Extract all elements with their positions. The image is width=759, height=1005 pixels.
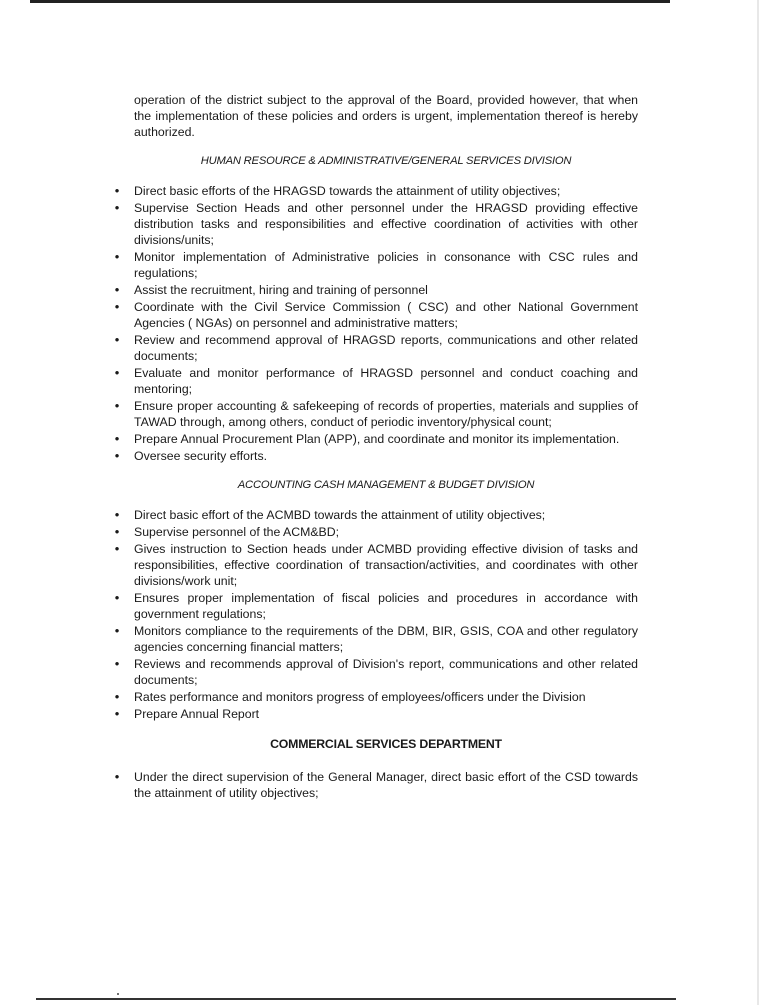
bullet-icon: • xyxy=(114,769,120,784)
list-item xyxy=(114,706,638,722)
bullet-icon: • xyxy=(114,299,120,314)
list-item xyxy=(114,299,638,331)
list-item-text: Direct basic efforts of the HRAGSD towards the attainment of utility objectives; xyxy=(134,184,561,198)
list-item xyxy=(114,183,638,199)
list-item-text: Coordinate with the Civil Service Commission ( CSC) and other National Government Agencies ( NGAs) on personnel and administrative matters; xyxy=(134,300,638,330)
section-heading-csd: COMMERCIAL SERVICES DEPARTMENT xyxy=(270,737,502,751)
acmbd-duties-list xyxy=(114,507,638,722)
list-item-text: Reviews and recommends approval of Division's report, communications and other related documents; xyxy=(134,657,638,687)
bullet-icon: • xyxy=(114,524,120,539)
list-item xyxy=(114,689,638,705)
bullet-icon: • xyxy=(114,398,120,413)
csd-duties-list xyxy=(114,769,638,801)
list-item xyxy=(114,524,638,540)
bullet-icon: • xyxy=(114,365,120,380)
intro-paragraph: operation of the district subject to the approval of the Board, provided however, that when the implementation of these policies and orders is urgent, implementation thereof is hereby authorized. xyxy=(134,93,638,139)
list-item xyxy=(114,448,638,464)
list-item xyxy=(114,656,638,688)
list-item xyxy=(114,541,638,589)
bullet-icon: • xyxy=(114,249,120,264)
list-item xyxy=(114,332,638,364)
bullet-icon: • xyxy=(114,507,120,522)
bottom-edge-rule xyxy=(36,998,676,1000)
list-item-text: Rates performance and monitors progress of employees/officers under the Division xyxy=(134,690,586,704)
list-item xyxy=(114,249,638,281)
bullet-icon: • xyxy=(114,282,120,297)
list-item-text: Gives instruction to Section heads under ACMBD providing effective division of tasks and responsibilities, effective coordination of transaction/activities, and coordinates with other divisions/work unit; xyxy=(134,542,638,588)
list-item xyxy=(114,623,638,655)
list-item-text: Prepare Annual Report xyxy=(134,707,260,721)
list-item-text: Under the direct supervision of the General Manager, direct basic effort of the CSD towards the attainment of utility objectives; xyxy=(134,770,638,800)
page-content xyxy=(114,92,638,802)
scan-speck xyxy=(117,993,119,995)
list-item xyxy=(114,507,638,523)
list-item-text: Supervise personnel of the ACM&BD; xyxy=(134,525,340,539)
list-item-text: Ensure proper accounting & safekeeping of records of properties, materials and supplies of TAWAD through, among others, conduct of periodic inventory/physical count; xyxy=(134,399,638,429)
section-heading-hragsd: HUMAN RESOURCE & ADMINISTRATIVE/GENERAL SERVICES DIVISION xyxy=(200,155,572,167)
bullet-icon: • xyxy=(114,590,120,605)
bullet-icon: • xyxy=(114,706,120,721)
bullet-icon: • xyxy=(114,183,120,198)
list-item-text: Review and recommend approval of HRAGSD reports, communications and other related documents; xyxy=(134,333,638,363)
bullet-icon: • xyxy=(114,689,120,704)
list-item-text: Oversee security efforts. xyxy=(134,449,268,463)
bullet-icon: • xyxy=(114,200,120,215)
list-item-text: Supervise Section Heads and other personnel under the HRAGSD providing effective distribution tasks and responsibilities and effective coordination of activities with other divisions/units; xyxy=(134,201,638,247)
list-item xyxy=(114,398,638,430)
list-item-text: Evaluate and monitor performance of HRAGSD personnel and conduct coaching and mentoring; xyxy=(134,366,638,396)
bullet-icon: • xyxy=(114,541,120,556)
list-item-text: Monitors compliance to the requirements of the DBM, BIR, GSIS, COA and other regulatory agencies concerning financial matters; xyxy=(134,624,638,654)
list-item xyxy=(114,200,638,248)
bullet-icon: • xyxy=(114,332,120,347)
list-item xyxy=(114,590,638,622)
bullet-icon: • xyxy=(114,431,120,446)
list-item xyxy=(114,365,638,397)
bullet-icon: • xyxy=(114,656,120,671)
list-item xyxy=(114,769,638,801)
section-heading-acmbd: ACCOUNTING CASH MANAGEMENT & BUDGET DIVISION xyxy=(237,479,535,491)
list-item-text: Direct basic effort of the ACMBD towards the attainment of utility objectives; xyxy=(134,508,546,522)
bullet-icon: • xyxy=(114,623,120,638)
top-edge-rule xyxy=(30,0,670,3)
list-item-text: Assist the recruitment, hiring and training of personnel xyxy=(134,283,428,297)
list-item xyxy=(114,282,638,298)
list-item-text: Ensures proper implementation of fiscal policies and procedures in accordance with government regulations; xyxy=(134,591,638,621)
list-item-text: Monitor implementation of Administrative policies in consonance with CSC rules and regulations; xyxy=(134,250,638,280)
hragsd-duties-list xyxy=(114,183,638,464)
list-item xyxy=(114,431,638,447)
list-item-text: Prepare Annual Procurement Plan (APP), and coordinate and monitor its implementation. xyxy=(134,432,620,446)
bullet-icon: • xyxy=(114,448,120,463)
